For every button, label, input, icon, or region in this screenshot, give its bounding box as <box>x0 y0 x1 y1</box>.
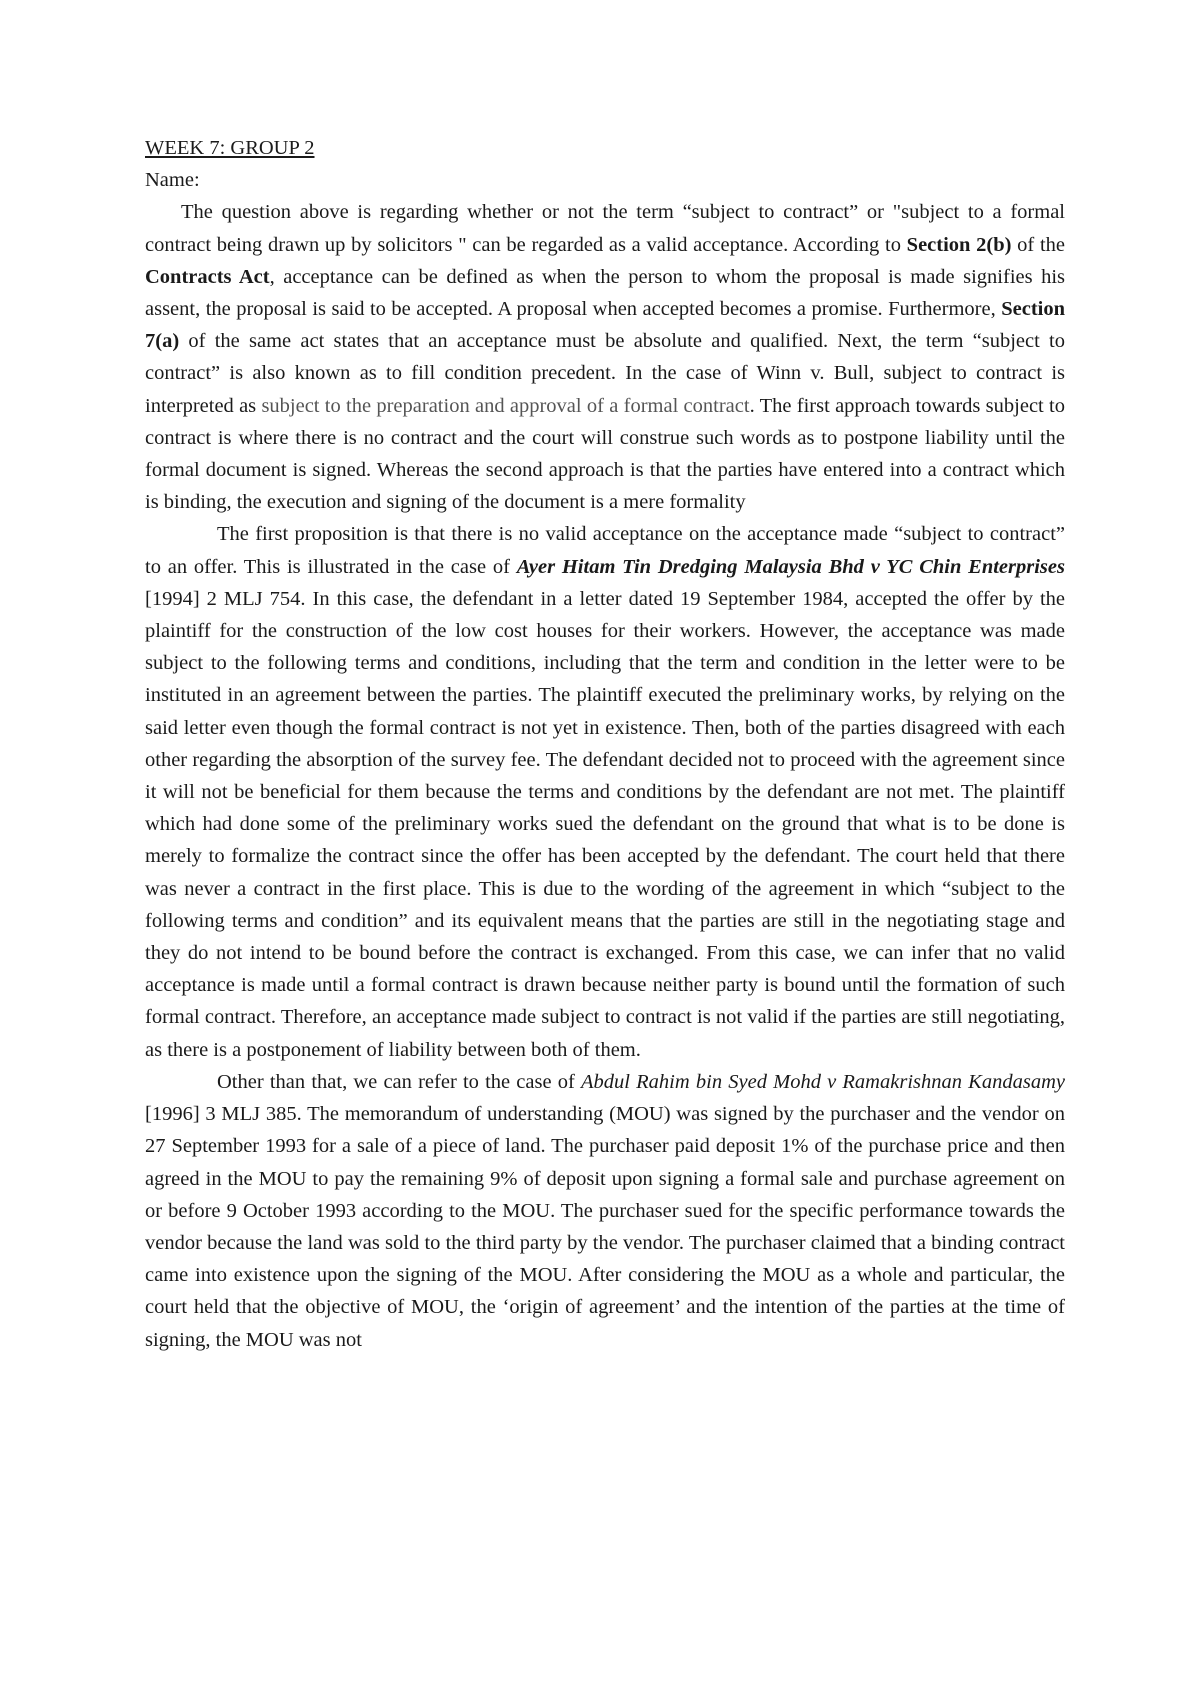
paragraph-3 <box>145 1066 1065 1356</box>
paragraph-1 <box>145 196 1065 518</box>
text-run: The question above is regarding whether or not the term “subject to contract” or "subject to a formal contract being drawn up by solicitors " can be regarded as a valid acceptance. According to <box>145 201 1065 256</box>
text-run: [1994] 2 MLJ 754. In this case, the defendant in a letter dated 19 September 1984, accepted the offer by the plaintiff for the construction of the low cost houses for their workers. However, the acceptance was made subject to the following terms and conditions, including that the term and condition in the letter were to be instituted in an agreement between the parties. The plaintiff executed the preliminary works, by relying on the said letter even though the formal contract is not yet in existence. Then, both of the parties disagreed with each other regarding the absorption of the survey fee. The defendant decided not to proceed with the agreement since it will not be beneficial for them because the terms and conditions by the defendant are not met. The plaintiff which had done some of the preliminary works sued the defendant on the ground that what is to be done is merely to formalize the contract since the offer has been accepted by the defendant. The court held that there was never a contract in the first place. This is due to the wording of the agreement in which “subject to the following terms and condition” and its equivalent means that the parties are still in the negotiating stage and they do not intend to be bound before the contract is exchanged. From this case, we can infer that no valid acceptance is made until a formal contract is drawn because neither party is bound until the formation of such formal contract. Therefore, an acceptance made subject to contract is not valid if the parties are still negotiating, as there is a postponement of liability between both of them. <box>145 587 1065 1061</box>
statute-name: Contracts Act <box>145 265 270 288</box>
text-run: , acceptance can be defined as when the person to whom the proposal is made signifies his assent, the proposal is said to be accepted. A proposal when accepted becomes a promise. Furthermore, <box>145 265 1065 321</box>
statute-reference: Section 7(a) <box>145 298 1065 353</box>
paragraph-2 <box>145 518 1065 1065</box>
case-name: Ayer Hitam Tin Dredging Malaysia Bhd v YC Chin Enterprises <box>516 555 1065 578</box>
page-title: WEEK 7: GROUP 2 <box>145 137 315 159</box>
text-run: . The first approach towards subject to contract is where there is no contract and the court will construe such words as to postpone liability until the formal document is signed. Whereas the second approach is that the parties have entered into a contract which is binding, the execution and signing of the document is a mere formality <box>145 394 1065 514</box>
statute-reference: Section 2(b) <box>906 233 1012 256</box>
name-label: Name: <box>145 169 200 192</box>
text-run: of the same act states that an acceptance must be absolute and qualified. Next, the term “subject to contract” is also known as to fill condition precedent. In the case of Winn v. Bull, subject to contract is interpreted as <box>145 330 1065 417</box>
case-name: Abdul Rahim bin Syed Mohd v Ramakrishnan Kandasamy <box>581 1070 1065 1093</box>
text-run: [1996] 3 MLJ 385. The memorandum of understanding (MOU) was signed by the purchaser and the vendor on 27 September 1993 for a sale of a piece of land. The purchaser paid deposit 1% of the purchase price and then agreed in the MOU to pay the remaining 9% of deposit upon signing a formal sale and purchase agreement on or before 9 October 1993 according to the MOU. The purchaser sued for the specific performance towards the vendor because the land was sold to the third party by the vendor. The purchaser claimed that a binding contract came into existence upon the signing of the MOU. After considering the MOU as a whole and particular, the court held that the objective of MOU, the ‘origin of agreement’ and the intention of the parties at the time of signing, the MOU was not <box>145 1103 1065 1351</box>
text-run: The first proposition is that there is no valid acceptance on the acceptance made “subject to contract” to an offer. This is illustrated in the case of <box>145 523 1065 578</box>
quoted-interpretation: subject to the preparation and approval of a formal contract <box>261 394 750 417</box>
document-page <box>145 132 1065 1356</box>
text-run: of the <box>1011 233 1066 256</box>
text-run: Other than that, we can refer to the case of <box>217 1070 582 1093</box>
